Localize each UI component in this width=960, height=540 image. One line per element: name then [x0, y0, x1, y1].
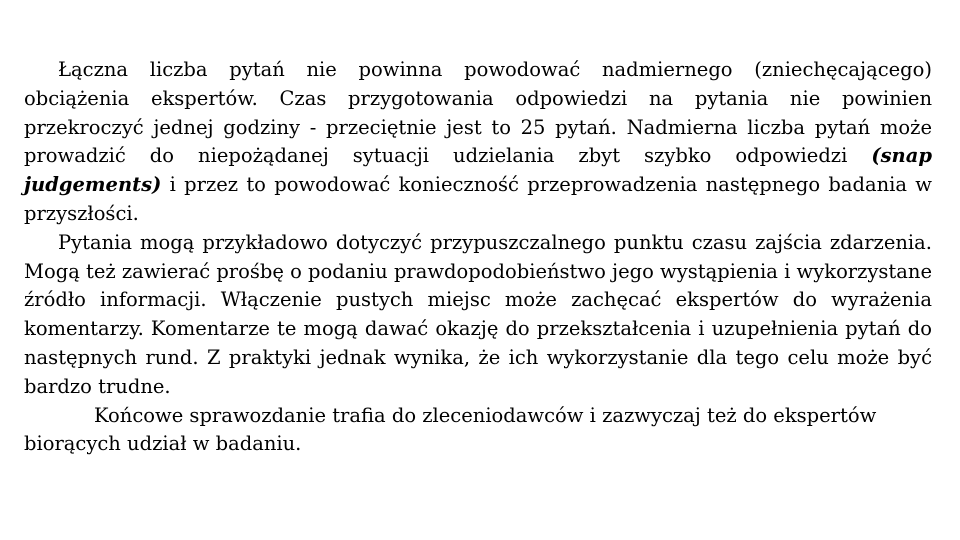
- slide-text-body: [24, 56, 932, 459]
- paragraph-question-count: [24, 56, 932, 229]
- paragraph-question-count-text-start: Łączna liczba pytań nie powinna powodować nadmiernego (zniechęcającego) obciążenia ekspertów. Czas przygotowania odpowiedzi na pytania nie powinien przekroczyć jednej godziny - przeciętnie jest to 25 pytań. Nadmierna liczba pytań może prowadzić do niepożądanej sytuacji udzielania zbyt szybko odpowiedzi: [24, 58, 932, 168]
- snap-judgements-emphasis: (snap judgements): [24, 144, 932, 197]
- paragraph-question-count-text-end: i przez to powodować konieczność przeprowadzenia następnego badania w przyszłości.: [24, 173, 932, 225]
- paragraph-final-report: Końcowe sprawozdanie trafia do zleceniodawców i zazwyczaj też do ekspertów biorących udział w badaniu.: [24, 403, 877, 456]
- paragraph-question-topics: Pytania mogą przykładowo dotyczyć przypuszczalnego punktu czasu zajścia zdarzenia. Mogą też zawierać prośbę o podaniu prawdopodobieństwo jego wystąpienia i wykorzystane źródło informacji. Włączenie pustych miejsc może zachęcać ekspertów do wyrażenia komentarzy. Komentarze te mogą dawać okazję do przekształcenia i uzupełnienia pytań do następnych rund. Z praktyki jednak wynika, że ich wykorzystanie dla tego celu może być bardzo trudne.: [24, 230, 932, 398]
